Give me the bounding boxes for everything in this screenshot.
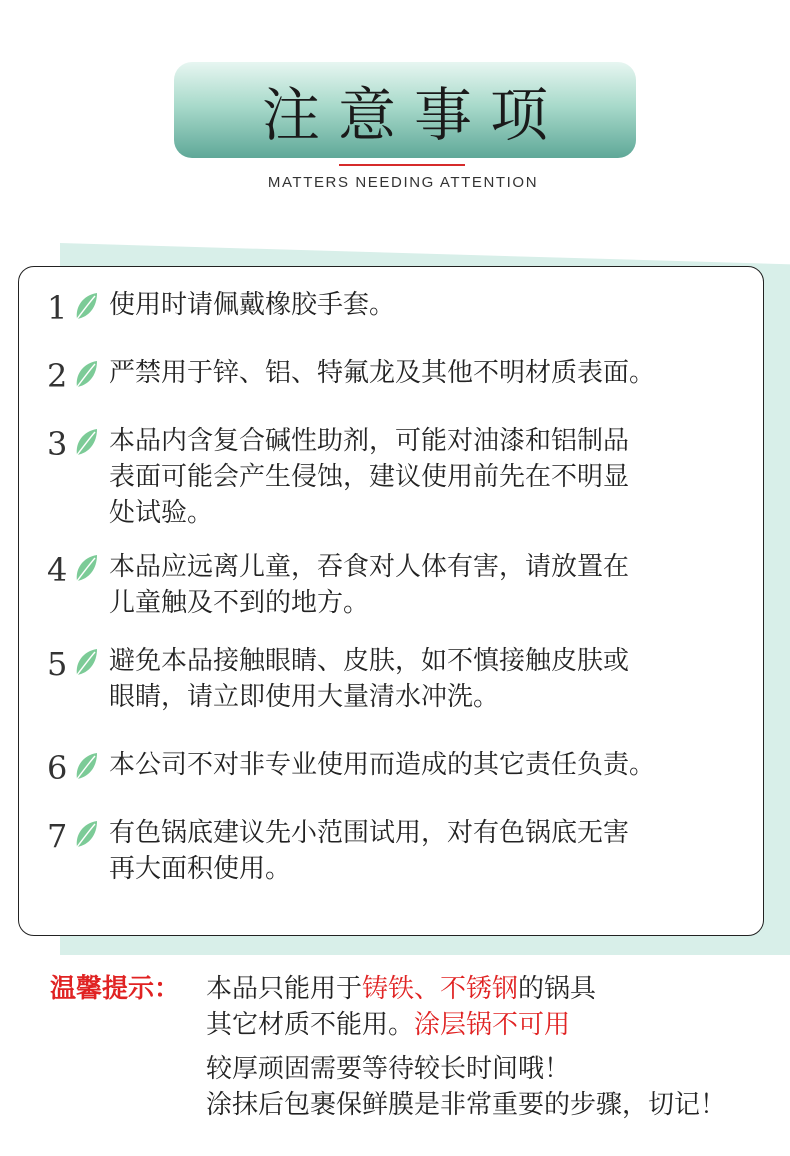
leaf-icon — [73, 291, 99, 321]
leaf-icon — [73, 553, 99, 583]
leaf-icon — [73, 751, 99, 781]
page-title: 注意事项 — [261, 81, 566, 149]
leaf-icon — [73, 359, 99, 389]
leaf-icon — [73, 427, 99, 457]
item-text-line: 本品内含复合碱性助剂，可能对油漆和铝制品 — [109, 426, 630, 456]
tips-line-1-highlight: 铸铁、不锈钢 — [362, 974, 519, 1004]
item-number: 3 — [47, 425, 68, 463]
tips-line-1 — [206, 968, 596, 1005]
item-text-line: 本公司不对非专业使用而造成的其它责任负责。 — [109, 750, 656, 780]
item-text-line: 儿童触及不到的地方。 — [109, 588, 370, 618]
item-text-line: 使用时请佩戴橡胶手套。 — [109, 290, 396, 320]
item-number: 4 — [47, 551, 68, 589]
leaf-icon — [73, 819, 99, 849]
tips-label: 温馨提示： — [50, 974, 181, 1004]
page-subtitle: MATTERS NEEDING ATTENTION — [267, 174, 539, 191]
item-text-line: 避免本品接触眼睛、皮肤，如不慎接触皮肤或 — [109, 646, 630, 676]
item-number: 7 — [47, 817, 68, 855]
tips-line-3: 较厚顽固需要等待较长时间哦！ — [206, 1054, 571, 1084]
item-text-line: 再大面积使用。 — [109, 854, 292, 884]
item-text-line: 处试验。 — [109, 498, 214, 528]
item-number: 5 — [47, 645, 68, 683]
tips-line-1-text: 本品只能用于 — [206, 974, 363, 1004]
item-text-line: 眼睛，请立即使用大量清水冲洗。 — [109, 682, 500, 712]
item-text-line: 有色锅底建议先小范围试用，对有色锅底无害 — [109, 818, 630, 848]
title-banner — [174, 62, 636, 158]
title-divider — [339, 164, 465, 166]
item-text-line: 本品应远离儿童，吞食对人体有害，请放置在 — [109, 552, 630, 582]
item-number: 6 — [47, 749, 68, 787]
tips-line-1-end: 的锅具 — [518, 974, 597, 1004]
tips-line-2-highlight: 涂层锅不可用 — [414, 1010, 571, 1040]
leaf-icon — [73, 647, 99, 677]
tips-line-4: 涂抹后包裹保鲜膜是非常重要的步骤，切记！ — [206, 1090, 727, 1120]
tips-line-2 — [206, 1004, 570, 1041]
notice-card — [18, 266, 764, 936]
item-text-line: 表面可能会产生侵蚀，建议使用前先在不明显 — [109, 462, 630, 492]
item-number: 2 — [47, 357, 68, 395]
tips-line-2-text: 其它材质不能用。 — [206, 1010, 415, 1040]
item-text-line: 严禁用于锌、铝、特氟龙及其他不明材质表面。 — [109, 358, 656, 388]
item-number: 1 — [47, 289, 68, 327]
